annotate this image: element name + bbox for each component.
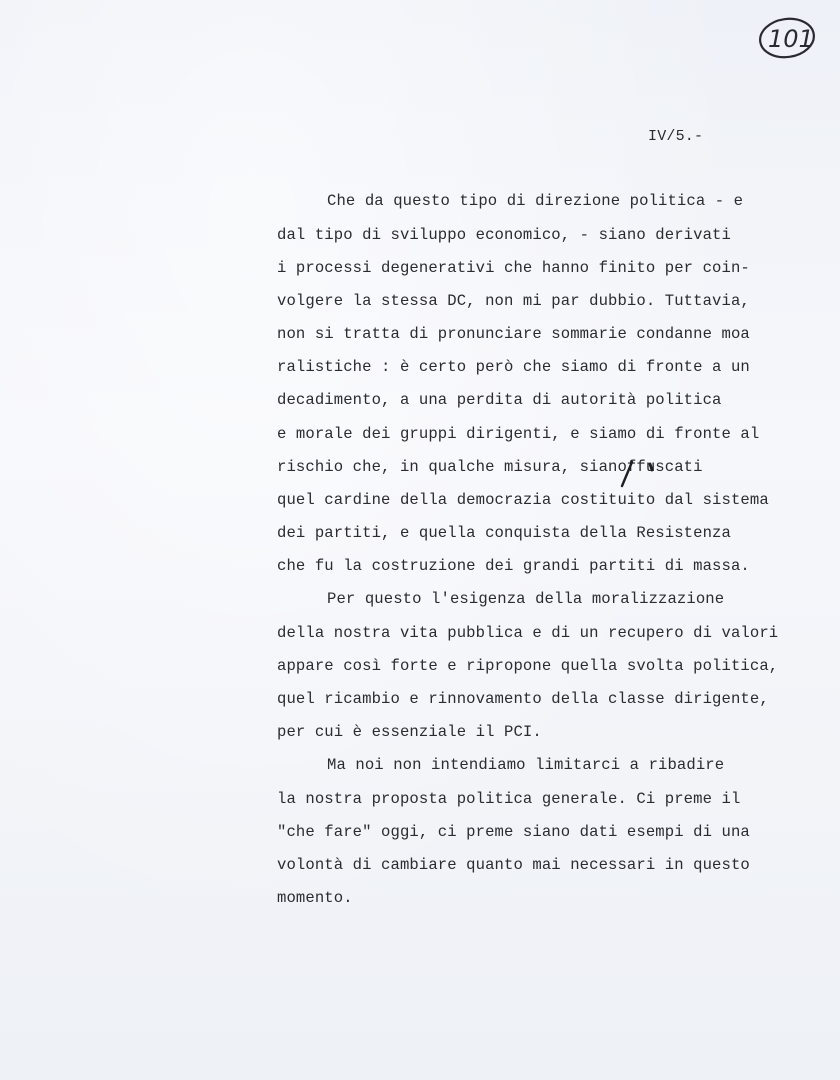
folio-label: IV/5.- <box>648 128 704 145</box>
text-line: Ma noi non intendiamo limitarci a ribadire <box>327 756 725 774</box>
text-line: Per questo l'esigenza della moralizzazione <box>327 590 725 608</box>
text-line: volgere la stessa DC, non mi par dubbio. Tuttavia, <box>277 292 750 310</box>
text-line: appare così forte e ripropone quella svolta politica, <box>277 657 779 675</box>
text-line: non si tratta di pronunciare sommarie condanne moa <box>277 325 750 343</box>
text-line: i processi degenerativi che hanno finito per coin- <box>277 259 750 277</box>
page-number-stamp <box>757 16 817 60</box>
text-line: della nostra vita pubblica e di un recupero di valori <box>277 624 779 642</box>
text-line: quel cardine della democrazia costituito dal sistema <box>277 491 769 509</box>
text-line: volontà di cambiare quanto mai necessari in questo <box>277 856 750 874</box>
text-line: la nostra proposta politica generale. Ci preme il <box>277 790 741 808</box>
text-line: quel ricambio e rinnovamento della classe dirigente, <box>277 690 769 708</box>
text-line: dei partiti, e quella conquista della Resistenza <box>277 524 731 542</box>
text-line: momento. <box>277 889 353 907</box>
text-line: rischio che, in qualche misura, sianoffuscati <box>277 458 703 476</box>
handwritten-correction-mark <box>616 458 656 488</box>
stamp-number: 101 <box>768 25 814 53</box>
text-line: e morale dei gruppi dirigenti, e siamo di fronte al <box>277 425 760 443</box>
text-line: ralistiche : è certo però che siamo di fronte a un <box>277 358 750 376</box>
text-line: decadimento, a una perdita di autorità politica <box>277 391 722 409</box>
text-line: che fu la costruzione dei grandi partiti di massa. <box>277 557 750 575</box>
text-line: dal tipo di sviluppo economico, - siano derivati <box>277 226 731 244</box>
text-line: Che da questo tipo di direzione politica - e <box>327 192 744 210</box>
text-line: per cui è essenziale il PCI. <box>277 723 542 741</box>
text-line: "che fare" oggi, ci preme siano dati esempi di una <box>277 823 750 841</box>
